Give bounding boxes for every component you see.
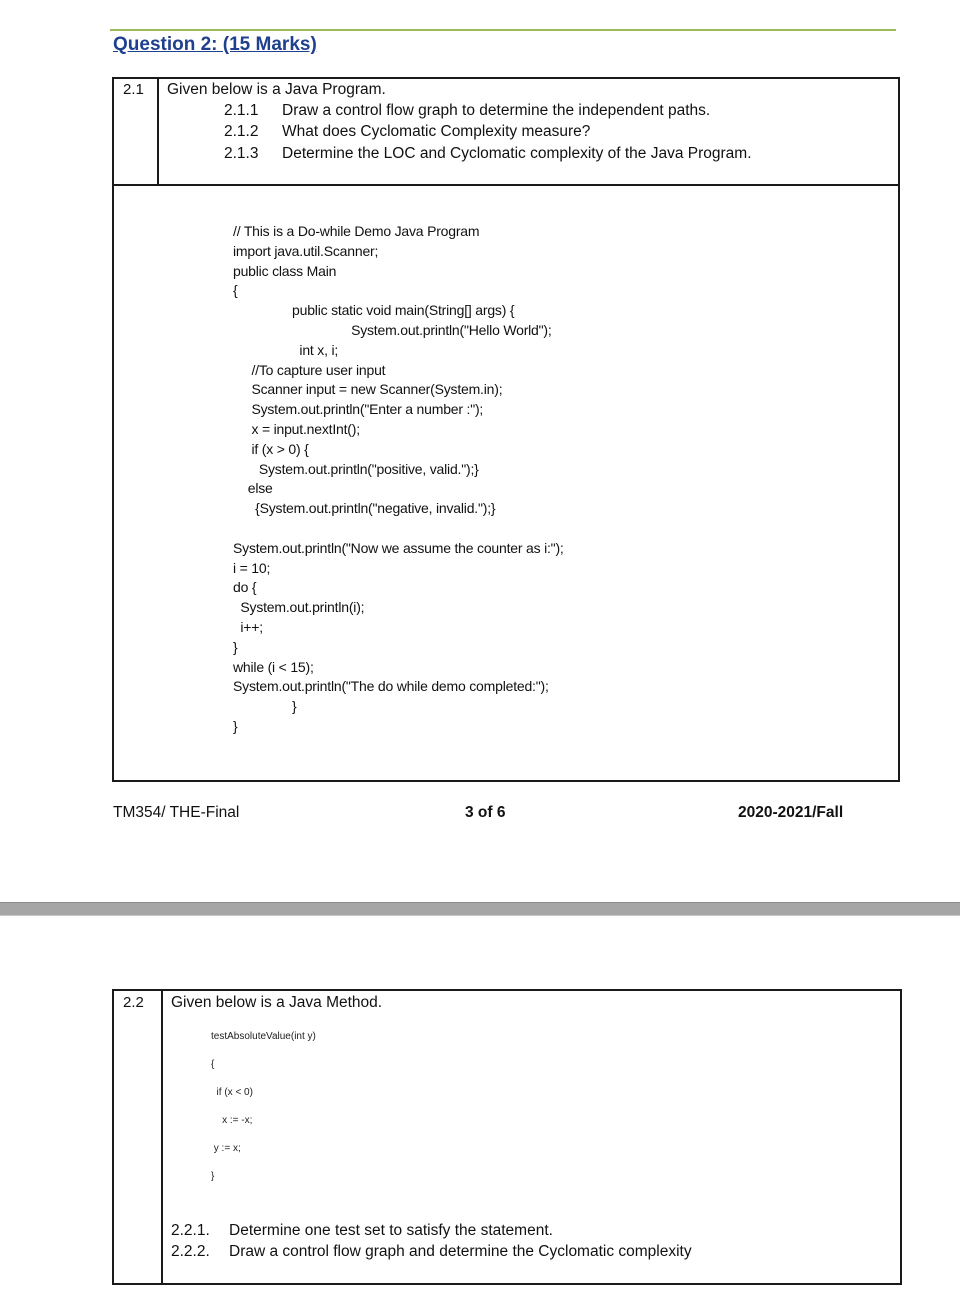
question-2-1-table: [112, 77, 900, 782]
code-line: [211, 1044, 316, 1058]
column-divider: [161, 991, 163, 1283]
code-line: Scanner input = new Scanner(System.in);: [233, 381, 503, 398]
sub-text: Draw a control flow graph and determine the Cyclomatic complexity: [229, 1243, 692, 1260]
code-line: System.out.println("Hello World");: [233, 321, 552, 338]
code-line: System.out.println("positive, valid.");}: [233, 460, 479, 477]
sub-question-2-2-2: [171, 1243, 692, 1261]
java-program-code: [233, 222, 564, 737]
question-2-1-number: 2.1: [123, 81, 144, 98]
column-divider: [157, 79, 159, 184]
sub-text: Determine one test set to satisfy the statement.: [229, 1222, 553, 1239]
sub-question-2-1-2: [224, 123, 590, 141]
code-line: y := x;: [211, 1143, 241, 1154]
code-line: [211, 1100, 316, 1114]
footer-course-code: TM354/ THE-Final: [113, 804, 240, 821]
code-line: System.out.println("Now we assume the counter as i:");: [233, 539, 564, 556]
code-line: System.out.println("Enter a number :");: [233, 401, 484, 418]
question-title: Question 2: (15 Marks): [113, 34, 317, 55]
code-line: int x, i;: [233, 341, 339, 358]
code-line: while (i < 15);: [233, 658, 314, 675]
code-line: public class Main: [233, 262, 337, 279]
header-rule: [110, 29, 896, 31]
footer-semester: 2020-2021/Fall: [738, 804, 844, 821]
footer-page-number: 3 of 6: [465, 804, 506, 821]
question-2-2-intro: Given below is a Java Method.: [171, 994, 383, 1011]
code-line: x := -x;: [211, 1115, 253, 1126]
code-line: [233, 519, 564, 539]
code-line: //To capture user input: [233, 361, 386, 378]
code-line: }: [211, 1171, 215, 1182]
code-line: x = input.nextInt();: [233, 420, 360, 437]
sub-text: Draw a control flow graph to determine the independent paths.: [282, 102, 711, 119]
code-line: System.out.println("The do while demo completed:");: [233, 678, 549, 695]
question-2-2-number: 2.2: [123, 994, 144, 1011]
code-line: import java.util.Scanner;: [233, 242, 379, 259]
code-line: i = 10;: [233, 559, 271, 576]
sub-text: Determine the LOC and Cyclomatic complexity of the Java Program.: [282, 145, 752, 162]
code-line: i++;: [233, 618, 263, 635]
code-line: {System.out.println("negative, invalid.");}: [233, 500, 496, 517]
code-line: if (x < 0): [211, 1087, 253, 1098]
code-line: {: [233, 282, 238, 299]
code-line: else: [233, 480, 273, 497]
sub-number: 2.1.3: [224, 145, 259, 162]
code-line: public static void main(String[] args) {: [233, 302, 515, 319]
code-line: }: [233, 717, 238, 734]
question-2-2-table: [112, 989, 902, 1285]
code-line: [211, 1072, 316, 1086]
question-2-1-intro: Given below is a Java Program.: [167, 81, 386, 98]
sub-question-2-1-3: [224, 145, 752, 163]
code-line: // This is a Do-while Demo Java Program: [233, 223, 480, 239]
code-line: do {: [233, 579, 257, 596]
code-line: if (x > 0) {: [233, 440, 309, 457]
code-line: }: [233, 698, 297, 715]
sub-question-2-2-1: [171, 1222, 553, 1240]
sub-question-2-1-1: [224, 102, 710, 120]
page-separator: [0, 902, 960, 916]
sub-number: 2.1.1: [224, 102, 259, 119]
code-line: {: [211, 1059, 215, 1070]
code-line: [211, 1128, 316, 1142]
code-line: testAbsoluteValue(int y): [211, 1031, 316, 1042]
java-method-code: [211, 1030, 316, 1184]
sub-text: What does Cyclomatic Complexity measure?: [282, 123, 591, 140]
sub-number: 2.2.1.: [171, 1222, 210, 1239]
code-line: }: [233, 638, 238, 655]
sub-number: 2.1.2: [224, 123, 259, 140]
code-line: [211, 1156, 316, 1170]
sub-number: 2.2.2.: [171, 1243, 210, 1260]
code-line: System.out.println(i);: [233, 599, 365, 616]
